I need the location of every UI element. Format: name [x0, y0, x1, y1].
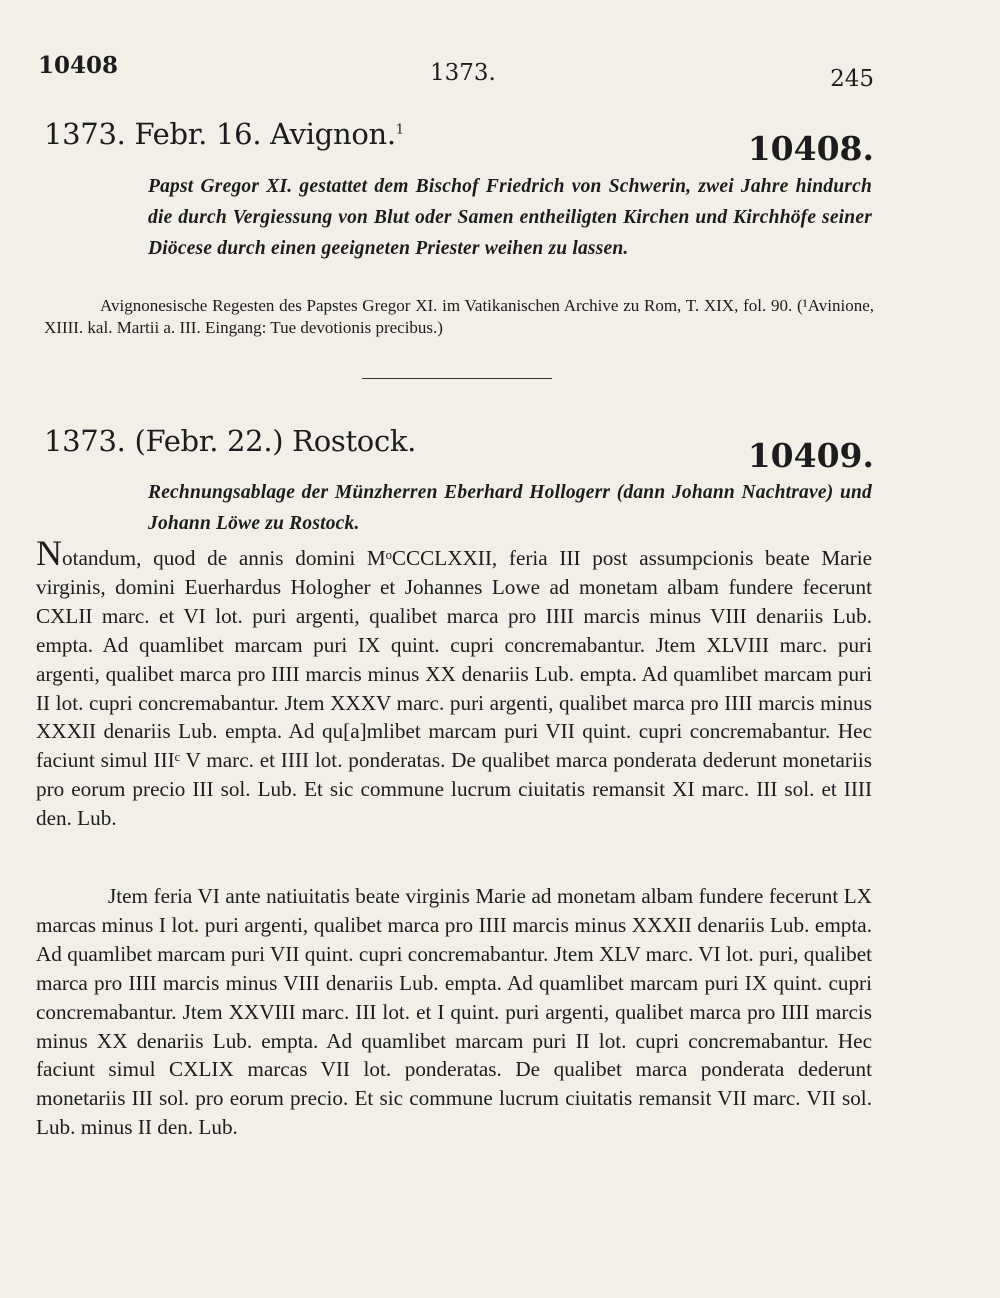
entry-summary-10409: Rechnungsablage der Münzherren Eberhard Hollogerr (dann Johann Nachtrave) und Johann Löwe zu Rostock. — [148, 482, 872, 534]
running-head-year: 1373. — [430, 60, 496, 86]
date-place-text: 1373. Febr. 16. Avignon. — [44, 117, 396, 151]
entry-summary-10408: Papst Gregor XI. gestattet dem Bischof Friedrich von Schwerin, zwei Jahre hindurch die durch Vergiessung von Blut oder Samen entheiligten Kirchen und Kirchhöfe seiner Diöcese durch einen geeigneten Priester weihen zu lassen. — [148, 176, 872, 259]
entry-number: 10408. — [747, 129, 874, 168]
paragraph-text: otandum, quod de annis domini MᵒCCCLXXII, feria III post assumpcionis beate Marie virginis, domini Euerhardus Hologher et Johannes Lowe ad monetam albam fundere fecerunt CXLII marc. et VI lot. puri argenti, qualibet marca pro IIII marcis minus VIII denariis Lub. empta. Ad quamlibet marcam puri IX quint. cupri concremabantur. Jtem XLVIII marc. puri argenti, qualibet marca pro IIII marcis minus XX denariis Lub. empta. Ad quamlibet marcam puri II lot. cupri concremabantur. Jtem XXXV marc. puri argenti, qualibet marca pro IIII marcis minus XXXII denariis Lub. empta. Ad qu[a]mlibet marcam puri VII quint. cupri concremabantur. Hec faciunt simul IIIᶜ V marc. et IIII lot. ponderatas. De qualibet marca ponderata dederunt monetariis pro eorum precio III sol. Lub. Et sic commune lucrum ciuitatis remansit XI marc. III sol. et IIII den. Lub. — [36, 546, 872, 831]
entry-date-place — [44, 117, 404, 151]
running-head — [38, 52, 874, 92]
source-citation: Avignonesische Regesten des Papstes Gregor XI. im Vatikanischen Archive zu Rom, T. XIX, fol. 90. (¹Avinione, XIIII. kal. Martii a. III. Eingang: Tue devotionis precibus.) — [44, 296, 874, 337]
section-divider — [362, 378, 552, 379]
entry-heading-10408 — [44, 117, 874, 167]
entry-heading-10409 — [44, 424, 874, 474]
body-paragraph-1 — [36, 533, 872, 833]
entry-date-place: 1373. (Febr. 22.) Rostock. — [44, 424, 417, 458]
entry-number: 10409. — [747, 436, 874, 475]
drop-cap: N — [36, 533, 62, 573]
page-number: 245 — [830, 66, 874, 92]
running-head-entry-number: 10408 — [38, 52, 119, 79]
footnote-mark: 1 — [395, 122, 404, 138]
body-paragraph-2: Jtem feria VI ante natiuitatis beate virginis Marie ad monetam albam fundere fecerunt LX marcas minus I lot. puri argenti, qualibet marca pro IIII marcis minus XXXII denariis Lub. empta. Ad quamlibet marcam puri VII quint. cupri concremabantur. Jtem XLV marc. VI lot. puri, qualibet marca pro IIII marcis minus VIII denariis Lub. empta. Ad quamlibet marcam puri IX quint. cupri concremabantur. Jtem XXVIII marc. III lot. et I quint. puri argenti, qualibet marca pro IIII marcis minus XX denariis Lub. empta. Ad quamlibet marcam puri II lot. cupri concremabantur. Hec faciunt simul CXLIX marcas VII lot. ponderatas. De qualibet marca ponderata dederunt monetariis III sol. pro eorum precio. Et sic commune lucrum ciuitatis remansit VII marc. VII sol. Lub. minus II den. Lub. — [36, 884, 872, 1140]
